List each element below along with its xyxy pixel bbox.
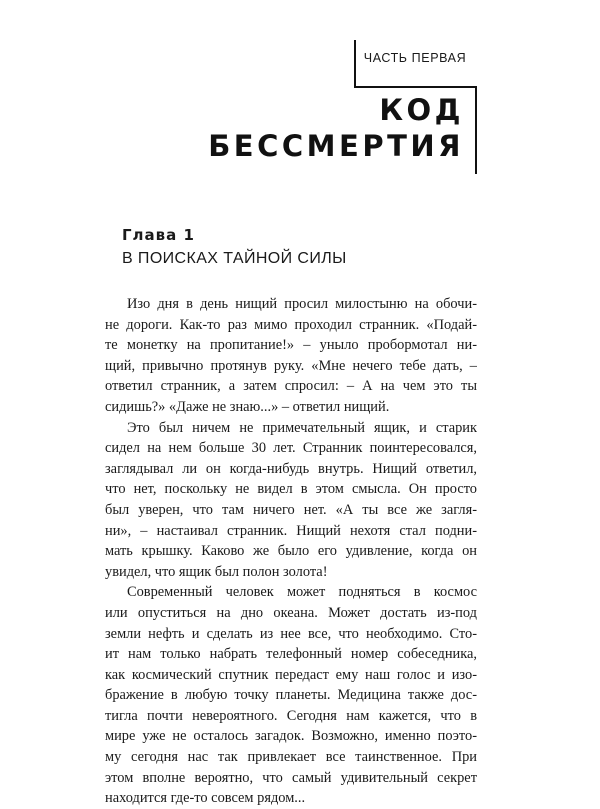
header-bracket-vertical-right bbox=[475, 86, 477, 174]
text-line: земли нефть и сделать из нее все, что необходимо. Сто- bbox=[105, 625, 477, 642]
text-line: был уверен, что там ничего нет. «А ты все же загля- bbox=[105, 501, 477, 518]
text-line: мире уже не осталось загадок. Возможно, именно поэто- bbox=[105, 728, 477, 745]
part-label: ЧАСТЬ ПЕРВАЯ bbox=[363, 51, 467, 65]
text-line: бражение в любую точку планеты. Медицина также дос- bbox=[105, 687, 477, 704]
book-title-line-1: КОД bbox=[379, 93, 464, 127]
text-line: ни», – настаивал странник. Нищий нехотя стал подни- bbox=[105, 522, 477, 539]
text-line: Изо дня в день нищий просил милостыню на обочи- bbox=[127, 296, 477, 312]
chapter-number: Глава 1 bbox=[122, 226, 195, 244]
text-line: мать крышку. Каково же было его удивление, когда он bbox=[105, 543, 477, 560]
book-title-line-2: БЕССМЕРТИЯ bbox=[208, 129, 464, 163]
text-line: щий, привычно протянув руку. «Мне нечего тебе дать, – bbox=[105, 357, 477, 374]
chapter-title: В ПОИСКАХ ТАЙНОЙ СИЛЫ bbox=[122, 250, 347, 267]
text-line: тигла почти невероятного. Сегодня нам кажется, что в bbox=[105, 707, 477, 724]
text-line: этом вполне вероятно, что самый удивительный секрет bbox=[105, 769, 477, 786]
text-line: те монетку на пропитание!» – уныло пробормотал ни- bbox=[105, 337, 477, 354]
header-bracket-vertical bbox=[354, 40, 356, 88]
text-line: заглядывал ли он когда-нибудь внутрь. Нищий ответил, bbox=[105, 460, 477, 477]
text-line: ит нам только набрать телефонный номер собеседника, bbox=[105, 646, 477, 663]
body-text bbox=[105, 294, 477, 809]
text-line: ответил странник, а затем спросил: – А на чем это ты bbox=[105, 378, 477, 395]
text-line: или опуститься на дно океана. Может достать из-под bbox=[105, 604, 477, 621]
text-line: сидел на нем больше 30 лет. Странник поинтересовался, bbox=[105, 440, 477, 457]
text-line: находится где-то совсем рядом... bbox=[105, 790, 306, 807]
text-line: увидел, что ящик был полон золота! bbox=[105, 563, 328, 580]
text-line: му сегодня нас так привлекает все таинственное. При bbox=[105, 749, 477, 766]
text-line: сидишь?» «Даже не знаю...» – ответил нищий. bbox=[105, 398, 390, 415]
text-line: Современный человек может подняться в космос bbox=[127, 584, 477, 601]
book-title bbox=[164, 92, 464, 164]
header-bracket-horizontal bbox=[354, 86, 477, 88]
text-line: как космический спутник передаст ему наш голос и изо- bbox=[105, 666, 477, 683]
text-line: Это был ничем не примечательный ящик, и старик bbox=[127, 419, 477, 436]
text-line: не дороги. Как-то раз мимо проходил странник. «Подай- bbox=[105, 316, 477, 333]
text-line: что нет, поскольку не видел в этом смысла. Он просто bbox=[105, 481, 477, 498]
